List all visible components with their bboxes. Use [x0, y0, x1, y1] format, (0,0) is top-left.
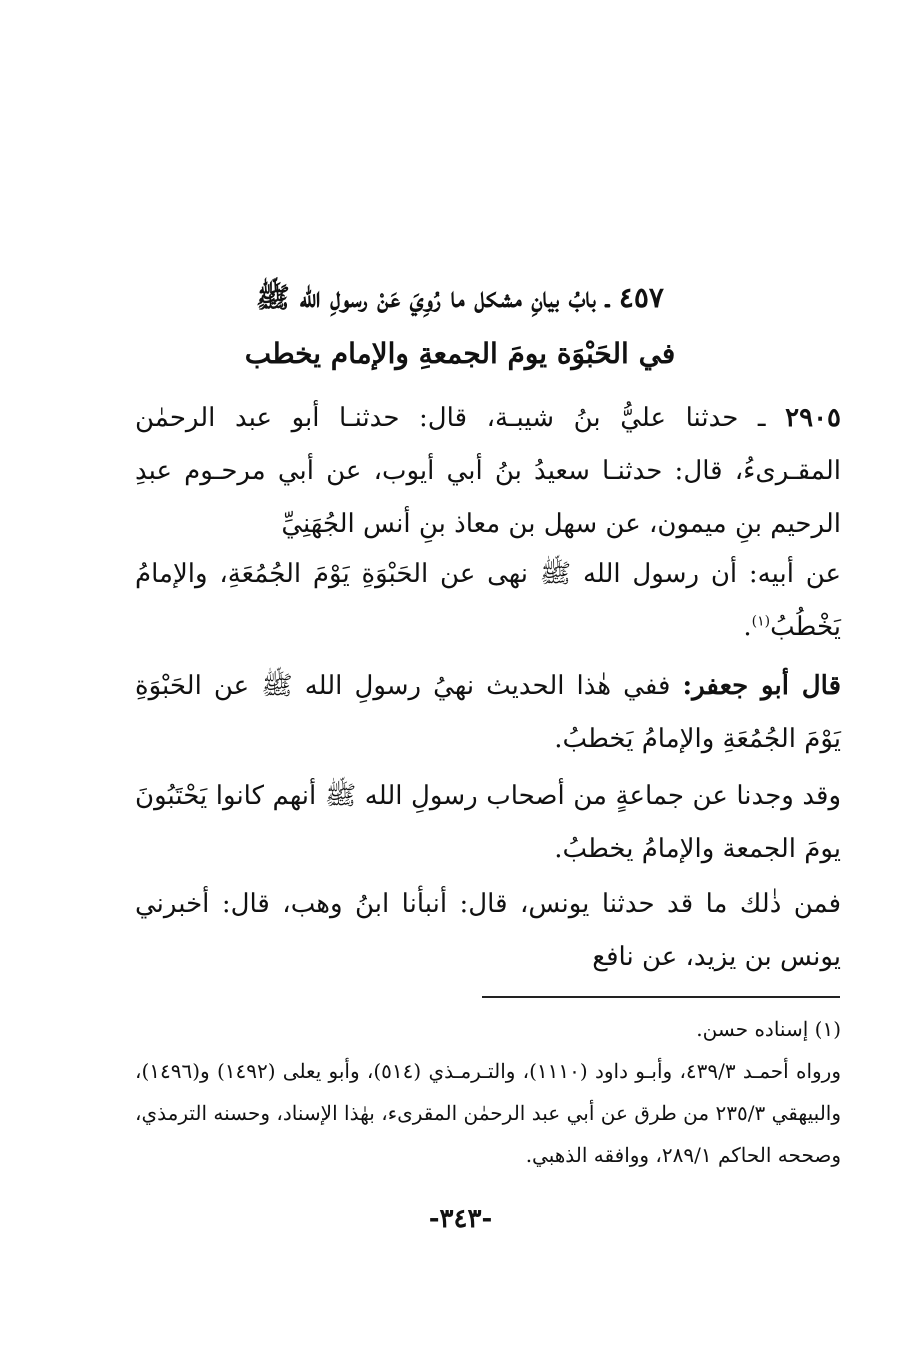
hadith-matn-paragraph — [135, 548, 841, 654]
commentary-speaker: قال أبو جعفر: — [682, 671, 841, 701]
commentary-text: ففي هٰذا الحديث نهيُ رسولِ الله ﷺ عن الحَبْوَةِ يَوْمَ الجُمُعَةِ والإمامُ يَخطبُ. — [135, 671, 841, 754]
hadith-matn-text: عن أبيه: أن رسول الله ﷺ نهى عن الحَبْوَةِ يَوْمَ الجُمُعَةِ، والإمامُ يَخْطُبُ — [135, 559, 841, 642]
footnote-divider — [482, 996, 840, 998]
footnote-reference[interactable]: (١) — [751, 613, 771, 630]
footnote-body: ورواه أحمـد ٤٣٩/٣، وأبـو داود (١١١٠)، والتـرمـذي (٥١٤)، وأبو يعلى (١٤٩٢) و(١٤٩٦)، والبيهقي ٢٣٥/٣ من طرق عن أبي عبد الرحمٰن المقرىء، بهٰذا الإسناد، وحسنه الترمذي، وصححه الحاكم ٢٨٩/١، ووافقه الذهبي. — [135, 1059, 842, 1167]
hadith-isnad-text: ـ حدثنا عليُّ بنُ شيبـة، قال: حدثنـا أبو عبد الرحمٰن المقـرىءُ، قال: حدثنـا سعيدُ بنُ أبي أيوب، عن أبي مرحـوم عبدِ الرحيم بنِ ميمون، عن سهل بن معاذ بنِ أنس الجُهَنِيِّ — [135, 403, 841, 539]
companions-paragraph: وقد وجدنا عن جماعةٍ من أصحاب رسولِ الله ﷺ أنهم كانوا يَحْتَبُونَ يومَ الجمعة والإمامُ يخطبُ. — [135, 781, 841, 864]
commentary-paragraph — [135, 660, 841, 766]
page-number: -٣٤٣- — [428, 1204, 493, 1234]
hadith-matn-end: . — [743, 612, 752, 642]
hadith-isnad-paragraph — [135, 392, 841, 551]
hadith-number: ٢٩٠٥ — [785, 403, 841, 433]
chapter-title-line-2: في الحَبْوَة يومَ الجمعةِ والإمام يخطب — [244, 337, 676, 370]
chain-paragraph: فمن ذٰلك ما قد حدثنا يونس، قال: أنبأنا ابنُ وهب، قال: أخبرني يونس بن يزيد، عن نافع — [135, 889, 841, 972]
footnote-label: (١) إسناده حسن. — [696, 1017, 841, 1041]
chapter-title-line-1: ٤٥٧ ـ بابُ بيانِ مشكل ما رُوِيَ عَنْ رسولِ الله ﷺ — [256, 281, 664, 314]
